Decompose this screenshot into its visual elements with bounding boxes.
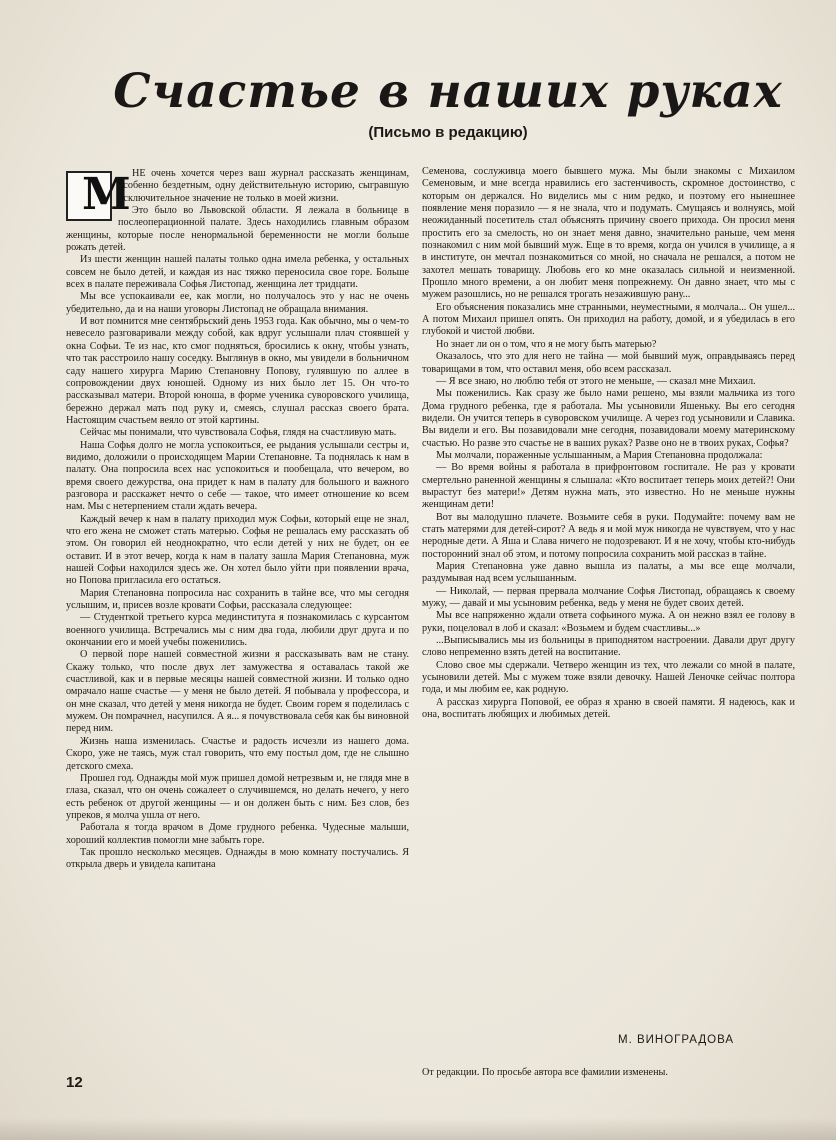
- paragraph: ...Выписывались мы из больницы в приподнятом настроении. Давали друг другу слово непременно взять детей на воспитание.: [422, 635, 795, 659]
- paragraph: Мы все напряженно ждали ответа софьиного мужа. А он нежно взял ее голову в руки, поцеловал в лоб и сказал: «Возьмем и будем счастливы...»: [422, 610, 795, 634]
- right-column: [422, 166, 795, 721]
- paragraph: Прошел год. Однажды мой муж пришел домой нетрезвым и, не глядя мне в глаза, сказал, что он очень сожалеет о случившемся, но делать нечего, у него есть ребенок от другой женщины — и он должен быть с ним. Без слов, без упреков, я молча ушла от него.: [66, 772, 409, 821]
- paragraph: Каждый вечер к нам в палату приходил муж Софьи, который еще не знал, что его жена не сможет стать матерью. Софья не решалась ему рассказать об этом. Он говорил ей неоднократно, что если детей у них не будет, он ее оставит. И в этот вечер, когда к нам в палату зашла Мария Степановна, муж нашей Софьи находился здесь же. Он хотел было уйти при появлении врача, но Попова пригласила его остаться.: [66, 513, 409, 587]
- paragraph: — Я все знаю, но люблю тебя от этого не меньше, — сказал мне Михаил.: [436, 375, 756, 387]
- paragraph: Семенова, сослуживца моего бывшего мужа. Мы были знакомы с Михаилом Семеновым, и мне всегда нравились его застенчивость, скромное достоинство, с которым он держался. Но виделись мы с ним редко, и поэтому его нынешнее появление меня поразило — я не знала, что и подумать. Смущаясь и волнуясь, мой неожиданный посетитель стал объяснять причину своего прихода. Он просил меня простить его за смелость, но он знает меня давно, значительно раньше, чем меня познакомил с ним мой бывший муж. Еще в то время, когда он учился в училище, а я в институте, он мечтал познакомиться со мной, но сначала не решался, а потом не захотел мешать товарищу. Любовь его ко мне оказалась сильной и неизменной. Прошло много времени, а он любит меня попрежнему. Он давно знает, что мы с мужем разошлись, но не решался трогать незажившую рану...: [422, 166, 795, 301]
- paragraph: Мария Степановна уже давно вышла из палаты, а мы все еще молчали, раздумывая над всем услышанным.: [422, 561, 795, 585]
- paragraph: Вот вы малодушно плачете. Возьмите себя в руки. Подумайте: почему вам не стать матерями для детей-сирот? А ведь я и мой муж никогда не чувствуем, что у нас неродные дети. А Яша и Слава ничего не подозревают. И я не хочу, чтобы кто-нибудь посторонний знал об этом, и потому попросила сохранить мой рассказ в тайне.: [422, 511, 795, 560]
- editorial-note: От редакции. По просьбе автора все фамилии изменены.: [422, 1067, 668, 1078]
- paragraph: Мы молчали, пораженные услышанным, а Мария Степановна продолжала:: [436, 449, 763, 461]
- dropcap-letter: М: [82, 169, 131, 220]
- dropcap-box: [66, 169, 131, 221]
- paragraph: И вот помнится мне сентябрьский день 1953 года. Как обычно, мы о чем-то невесело разговаривали между собой, как вдруг услышали плач стоявшей у окна Софьи. Те из нас, кто смог подняться, бросились к окну, чтобы узнать, что так расстроило нашу соседку. Выглянув в окно, мы увидели в больничном саду нашего хирурга Марию Степановну Попову, гулявшую по аллее в сопровождении двух юношей. Одному из них было лет 15. Он что-то рассказывал матери. Второй юноша, в форме ученика суворовского училища, бережно держал мать под руку и, смеясь, слушал рассказ своего брата. Настоящим счастьем веяло от этой картины.: [66, 316, 409, 426]
- paragraph: О первой поре нашей совместной жизни я рассказывать вам не стану. Скажу только, что после двух лет замужества я оставалась такой же счастливой, как и в первые месяцы нашей совместной жизни. И только одно омрачало наше счастье — у меня не было детей. Я побывала у профессора, и он мне сказал, что детей у меня никогда не будет. Своим горем я поделилась с мужем. Он помрачнел, насупился. А я... я почувствовала себя как бы виновной перед ним.: [66, 649, 409, 735]
- paragraph: — Студенткой третьего курса мединститута я познакомилась с курсантом военного училища. Встречались мы с ним два года, любили друг друга и по окончании его и моей учебы поженились.: [66, 612, 409, 649]
- paragraph: Мария Степановна попросила нас сохранить в тайне все, что мы сегодня услышим, и, присев возле кровати Софьи, рассказала следующее:: [66, 587, 409, 612]
- article-title: Счастье в наших руках: [113, 64, 783, 119]
- page-edge-shadow: [0, 1118, 836, 1140]
- paragraph: Мы все успокаивали ее, как могли, но получалось это у нас не очень убедительно, да и на наши уговоры Листопад не обращала внимания.: [66, 291, 409, 315]
- paragraph: Сейчас мы понимали, что чувствовала Софья, глядя на счастливую мать.: [80, 427, 397, 439]
- paragraph: А рассказ хирурга Поповой, ее образ я храню в своей памяти. Я надеюсь, как и она, воспитать любящих и любимых детей.: [422, 696, 795, 721]
- first-paragraph-text: НЕ очень хочется через ваш журнал рассказать женщинам, особенно бездетным, одну действительную историю, сыгравшую исключительное значение не только в моей жизни.: [118, 168, 409, 204]
- page-number: 12: [66, 1074, 83, 1091]
- paragraph: Из шести женщин нашей палаты только одна имела ребенка, у остальных совсем не было детей, и каждая из нас тяжко переносила свое горе. Больше всех в палате переживала Софья Листопад, женщина лет тридцати.: [66, 254, 409, 291]
- paragraph: Так прошло несколько месяцев. Однажды в мою комнату постучались. Я открыла дверь и увидела капитана: [66, 846, 409, 871]
- paragraph: Мы поженились. Как сразу же было нами решено, мы взяли мальчика из того Дома грудного ребенка, где я работала. Мы усыновили Яшеньку. Вы его сегодня видели. Он учится теперь в суворовском училище. А через год усыновили и Славика. Вы видели и его. Вы позавидовали мне сегодня, позавидовали моему материнскому счастью. Но разве это счастье не в ваших руках? Разве оно не в твоих руках, Софья?: [422, 388, 795, 449]
- left-column: [66, 168, 409, 872]
- paragraph: Слово свое мы сдержали. Четверо женщин из тех, что лежали со мной в палате, усыновили детей. Мы с мужем тоже взяли девочку. Нашей Леночке сейчас полтора года, и мы любим ее, как родную.: [422, 659, 795, 696]
- author-signature: М. ВИНОГРАДОВА: [618, 1034, 735, 1046]
- paragraph: Наша Софья долго не могла успокоиться, ее рыдания услышали сестры и, видимо, доложили о происходящем Марии Степановне. Та поднялась к нам в палату. Она попросила всех нас успокоиться и пообещала, что вечером, во время своего дежурства, она придет к нам в палату для большого и важного разговора и расскажет нечто о себе — такое, что имеет отношение ко всем нам. Мы с нетерпением стали ждать вечера.: [66, 439, 409, 513]
- paragraph: Оказалось, что это для него не тайна — мой бывший муж, оправдываясь перед товарищами в том, что оставил меня, обо всем рассказал.: [422, 351, 795, 375]
- paragraph: Это было во Львовской области. Я лежала в больнице в послеоперационной палате. Здесь находились главным образом женщины, которые после ненормальной беременности не могли больше рожать детей.: [66, 205, 409, 254]
- article-subtitle: (Письмо в редакцию): [368, 124, 528, 141]
- paragraph: Работала я тогда врачом в Доме грудного ребенка. Чудесные малыши, хороший коллектив помогли мне забыть горе.: [66, 822, 409, 846]
- paragraph: Но знает ли он о том, что я не могу быть матерью?: [436, 338, 657, 350]
- paragraph: Жизнь наша изменилась. Счастье и радость исчезли из нашего дома. Скоро, уже не таясь, муж стал говорить, что ему постыл дом, где не слышно детского смеха.: [66, 735, 409, 772]
- first-paragraph: [66, 168, 409, 220]
- paragraph: — Николай, — первая прервала молчание Софья Листопад, обращаясь к своему мужу, — давай и мы усыновим ребенка, ведь у меня не будет своих детей.: [422, 585, 795, 610]
- paragraph: — Во время войны я работала в прифронтовом госпитале. Не раз у кровати смертельно раненной женщины я слышала: «Кто воспитает теперь моих детей?! Они вырастут без матери!» Детям нужна мать, это известно. Но не меньше нужны женщинам дети!: [422, 462, 795, 511]
- paragraph: Его объяснения показались мне странными, неуместными, я молчала... Он ушел... А потом Михаил пришел опять. Он приходил на работу, домой, и я убедилась в его глубокой и чистой любви.: [422, 301, 795, 338]
